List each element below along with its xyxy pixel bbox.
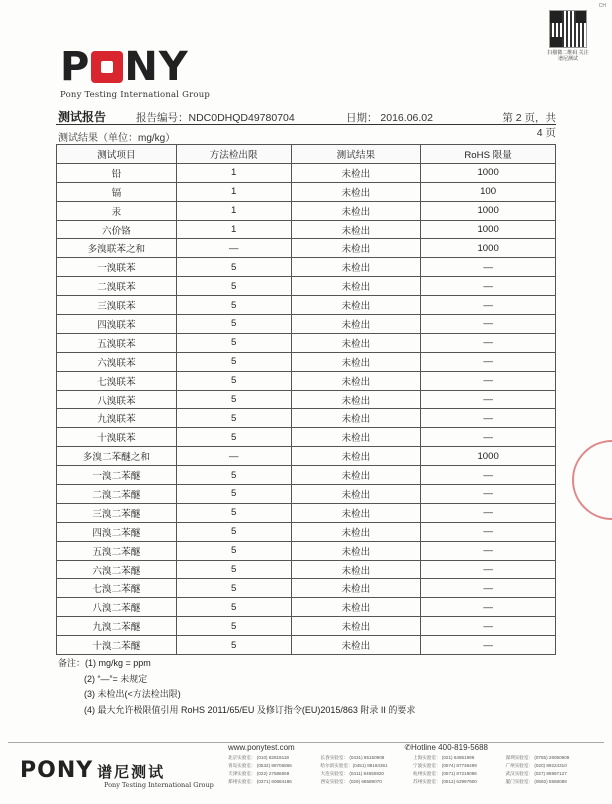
table-row <box>57 390 556 409</box>
cell-test-item: 九溴联苯 <box>57 409 177 428</box>
cell-test-result: 未检出 <box>291 371 421 390</box>
cell-test-item: 五溴联苯 <box>57 333 177 352</box>
logo-tagline: Pony Testing International Group <box>60 90 211 100</box>
branch-contact: 杭州实验室： (0571) 87219096 <box>413 771 477 776</box>
cell-test-result: 未检出 <box>291 522 421 541</box>
table-row <box>57 428 556 447</box>
table-row <box>57 220 556 239</box>
branch-contact: 苏州实验室： (0512) 62997900 <box>413 779 477 784</box>
footer-hotline: ✆Hotline 400-819-5688 <box>404 743 488 752</box>
logo-o-mark <box>91 51 123 83</box>
cell-rohs-limit: — <box>421 277 556 296</box>
cell-test-item: 六溴联苯 <box>57 352 177 371</box>
table-body <box>57 163 556 654</box>
cell-test-result: 未检出 <box>291 220 421 239</box>
cell-test-item: 九溴二苯醚 <box>57 617 177 636</box>
logo-wordmark: P NY <box>60 44 189 90</box>
cell-test-item: 六价铬 <box>57 220 177 239</box>
cell-test-item: 四溴二苯醚 <box>57 522 177 541</box>
branch-contact: 宁波实验室： (0574) 87736499 <box>413 763 477 768</box>
cell-rohs-limit: — <box>421 636 556 655</box>
company-logo <box>60 46 230 100</box>
cell-test-result: 未检出 <box>291 352 421 371</box>
cell-test-result: 未检出 <box>291 182 421 201</box>
results-unit-label: 测试结果（单位：mg/kg） <box>58 133 176 144</box>
cell-rohs-limit: — <box>421 315 556 334</box>
table-row <box>57 522 556 541</box>
cell-test-item: 十溴二苯醚 <box>57 636 177 655</box>
branch-contact: 青岛实验室： (0532) 88706866 <box>228 763 292 768</box>
cell-test-item: 多溴二苯醚之和 <box>57 447 177 466</box>
cell-detection-limit: 5 <box>176 466 291 485</box>
cell-test-result: 未检出 <box>291 428 421 447</box>
branch-contact: 长春实验室： (0431) 85150908 <box>320 755 385 760</box>
table-row <box>57 560 556 579</box>
report-date: 日期： 2016.06.02 <box>346 112 433 124</box>
cell-detection-limit: 5 <box>176 541 291 560</box>
cell-detection-limit: 5 <box>176 579 291 598</box>
footer-logo-word: PONY <box>20 758 94 783</box>
table-row <box>57 277 556 296</box>
cell-test-result: 未检出 <box>291 258 421 277</box>
cell-rohs-limit: — <box>421 503 556 522</box>
cell-rohs-limit: — <box>421 560 556 579</box>
cell-rohs-limit: — <box>421 390 556 409</box>
cell-detection-limit: 5 <box>176 333 291 352</box>
branch-contact: 广州实验室： (020) 89224310 <box>505 763 567 768</box>
cell-rohs-limit: — <box>421 371 556 390</box>
cell-test-item: 一溴二苯醚 <box>57 466 177 485</box>
cell-test-item: 四溴联苯 <box>57 315 177 334</box>
cell-detection-limit: — <box>176 447 291 466</box>
cell-rohs-limit: — <box>421 352 556 371</box>
results-table <box>56 144 556 655</box>
cell-test-item: 一溴联苯 <box>57 258 177 277</box>
cell-test-result: 未检出 <box>291 560 421 579</box>
cell-test-result: 未检出 <box>291 485 421 504</box>
footer-tagline: Pony Testing International Group <box>104 781 214 789</box>
cell-rohs-limit: — <box>421 409 556 428</box>
cell-test-item: 八溴二苯醚 <box>57 598 177 617</box>
cell-test-result: 未检出 <box>291 239 421 258</box>
branch-contact: 郑州实验室： (0371) 60684186 <box>228 779 292 784</box>
cell-test-result: 未检出 <box>291 503 421 522</box>
branch-contact: 深圳实验室： (0755) 26050909 <box>505 755 570 760</box>
cell-rohs-limit: — <box>421 296 556 315</box>
branch-contact: 武汉实验室： (027) 85997127 <box>505 771 567 776</box>
cell-detection-limit: 1 <box>176 201 291 220</box>
note-4: (4) 最大允许极限值引用 RoHS 2011/65/EU 及修订指令(EU)2015/863 附录 II 的要求 <box>84 704 416 715</box>
cell-rohs-limit: — <box>421 258 556 277</box>
cell-rohs-limit: — <box>421 541 556 560</box>
table-row <box>57 447 556 466</box>
cell-detection-limit: 5 <box>176 352 291 371</box>
cell-rohs-limit: — <box>421 428 556 447</box>
footer-logo-cn: 谱尼测试 <box>97 763 166 781</box>
cell-rohs-limit: 1000 <box>421 239 556 258</box>
table-row <box>57 617 556 636</box>
cell-rohs-limit: — <box>421 333 556 352</box>
header-test-item: 测试项目 <box>57 145 177 164</box>
qr-block <box>546 10 590 62</box>
cell-rohs-limit: — <box>421 579 556 598</box>
cell-test-result: 未检出 <box>291 277 421 296</box>
cell-test-item: 二溴二苯醚 <box>57 485 177 504</box>
cell-detection-limit: 5 <box>176 598 291 617</box>
cell-test-item: 铅 <box>57 163 177 182</box>
table-row <box>57 333 556 352</box>
branch-contact: 厦门实验室： (0592) 5568088 <box>505 779 567 784</box>
branch-contact: 北京实验室： (010) 82819118 <box>228 755 289 760</box>
cell-detection-limit: 5 <box>176 258 291 277</box>
cell-test-item: 五溴二苯醚 <box>57 541 177 560</box>
branch-list <box>228 754 598 786</box>
cell-test-result: 未检出 <box>291 541 421 560</box>
cell-detection-limit: 1 <box>176 163 291 182</box>
cell-rohs-limit: 100 <box>421 182 556 201</box>
cell-test-result: 未检出 <box>291 636 421 655</box>
header-detection-limit: 方法检出限 <box>176 145 291 164</box>
cell-detection-limit: 5 <box>176 522 291 541</box>
cell-test-result: 未检出 <box>291 163 421 182</box>
cell-test-result: 未检出 <box>291 296 421 315</box>
table-row <box>57 503 556 522</box>
table-row <box>57 466 556 485</box>
branch-contact: 哈尔滨实验室：(0451) 88184361 <box>320 763 388 768</box>
cell-test-item: 八溴联苯 <box>57 390 177 409</box>
table-row <box>57 485 556 504</box>
table-row <box>57 579 556 598</box>
cell-rohs-limit: 1000 <box>421 163 556 182</box>
cell-detection-limit: 5 <box>176 409 291 428</box>
footer-website: www.ponytest.com <box>228 743 295 752</box>
cell-detection-limit: 5 <box>176 560 291 579</box>
table-row <box>57 541 556 560</box>
cell-detection-limit: 1 <box>176 182 291 201</box>
cell-test-result: 未检出 <box>291 598 421 617</box>
table-row <box>57 163 556 182</box>
header-rohs-limit: RoHS 限量 <box>421 145 556 164</box>
branch-contact: 天津实验室： (022) 27586558 <box>228 771 290 776</box>
cell-test-result: 未检出 <box>291 409 421 428</box>
cell-rohs-limit: — <box>421 617 556 636</box>
cell-detection-limit: 5 <box>176 296 291 315</box>
cell-test-item: 三溴二苯醚 <box>57 503 177 522</box>
branch-contact: 上海实验室： (021) 64851999 <box>413 755 475 760</box>
cell-detection-limit: 5 <box>176 315 291 334</box>
report-title: 测试报告 <box>58 110 107 124</box>
cell-test-result: 未检出 <box>291 201 421 220</box>
table-row <box>57 182 556 201</box>
cell-test-item: 七溴二苯醚 <box>57 579 177 598</box>
table-row <box>57 352 556 371</box>
note-2: (2) “—”= 未规定 <box>84 673 148 684</box>
cell-detection-limit: 5 <box>176 636 291 655</box>
cell-test-result: 未检出 <box>291 333 421 352</box>
cell-rohs-limit: — <box>421 598 556 617</box>
cell-detection-limit: 5 <box>176 617 291 636</box>
corner-mark: CH <box>598 3 606 9</box>
official-seal-stamp <box>572 440 612 520</box>
table-row <box>57 239 556 258</box>
page-indicator: 第 2 页，共 4 页 <box>502 112 556 139</box>
branch-contact: 大连实验室： (0411) 84650820 <box>320 771 384 776</box>
header-divider <box>56 124 556 125</box>
table-row <box>57 409 556 428</box>
notes-block <box>58 656 415 718</box>
qr-caption: 扫描微二维码 关注谱尼测试 <box>547 50 589 62</box>
cell-detection-limit: 5 <box>176 390 291 409</box>
cell-test-result: 未检出 <box>291 617 421 636</box>
cell-test-item: 十溴联苯 <box>57 428 177 447</box>
cell-rohs-limit: 1000 <box>421 447 556 466</box>
table-row <box>57 598 556 617</box>
note-1: 备注：(1) mg/kg = ppm <box>58 658 151 668</box>
report-number: 报告编号：NDC0DHQD49780704 <box>136 112 295 124</box>
cell-test-item: 汞 <box>57 201 177 220</box>
table-row <box>57 371 556 390</box>
cell-rohs-limit: — <box>421 466 556 485</box>
cell-rohs-limit: — <box>421 522 556 541</box>
footer-logo <box>20 758 214 789</box>
cell-test-item: 三溴联苯 <box>57 296 177 315</box>
cell-test-result: 未检出 <box>291 315 421 334</box>
cell-detection-limit: 5 <box>176 503 291 522</box>
cell-test-result: 未检出 <box>291 466 421 485</box>
cell-test-item: 二溴联苯 <box>57 277 177 296</box>
cell-rohs-limit: — <box>421 485 556 504</box>
cell-test-item: 七溴联苯 <box>57 371 177 390</box>
cell-rohs-limit: 1000 <box>421 201 556 220</box>
cell-test-result: 未检出 <box>291 579 421 598</box>
cell-detection-limit: 5 <box>176 277 291 296</box>
cell-test-item: 多溴联苯之和 <box>57 239 177 258</box>
cell-detection-limit: 5 <box>176 485 291 504</box>
table-row <box>57 636 556 655</box>
cell-test-result: 未检出 <box>291 447 421 466</box>
cell-test-item: 六溴二苯醚 <box>57 560 177 579</box>
table-row <box>57 296 556 315</box>
footer-contact <box>228 743 598 786</box>
table-row <box>57 258 556 277</box>
table-row <box>57 201 556 220</box>
cell-test-item: 镉 <box>57 182 177 201</box>
note-3: (3) 未检出(<方法检出限) <box>84 689 181 699</box>
cell-detection-limit: 5 <box>176 428 291 447</box>
cell-detection-limit: 1 <box>176 220 291 239</box>
branch-contact: 西安实验室： (029) 68589070 <box>320 779 382 784</box>
cell-detection-limit: — <box>176 239 291 258</box>
header-test-result: 测试结果 <box>291 145 421 164</box>
cell-detection-limit: 5 <box>176 371 291 390</box>
cell-rohs-limit: 1000 <box>421 220 556 239</box>
qr-code-icon <box>549 10 587 48</box>
table-row <box>57 315 556 334</box>
table-header-row <box>57 145 556 164</box>
cell-test-result: 未检出 <box>291 390 421 409</box>
